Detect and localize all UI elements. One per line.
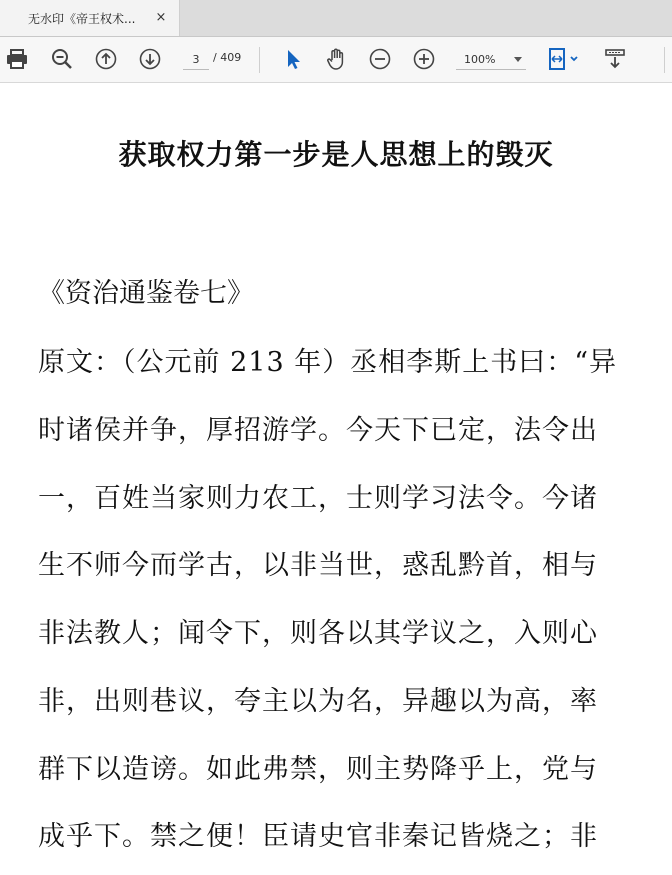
document-subtitle: 《资治通鉴卷七》 xyxy=(38,278,254,309)
zoom-search-button[interactable] xyxy=(48,45,76,73)
zoom-in-icon xyxy=(412,47,436,71)
zoom-in-button[interactable] xyxy=(410,45,438,73)
arrow-down-icon xyxy=(138,47,162,71)
print-icon xyxy=(5,47,29,71)
chevron-down-icon xyxy=(514,57,522,62)
text-line: 时诸侯并争，厚招游学。今天下已定，法令出 xyxy=(38,415,598,446)
zoom-out-icon xyxy=(368,47,392,71)
text-line: 成乎下。禁之便！臣请史官非秦记皆烧之；非 xyxy=(38,821,598,852)
text-line: 原文：（公元前 213 年）丞相李斯上书曰：“异 xyxy=(38,347,618,378)
page-number-input[interactable] xyxy=(183,49,209,70)
zoom-out-button[interactable] xyxy=(366,45,394,73)
select-tool-button[interactable] xyxy=(279,45,307,73)
previous-page-button[interactable] xyxy=(92,45,120,73)
pointer-icon xyxy=(281,47,305,71)
tab-bar xyxy=(0,0,672,37)
scroll-mode-button[interactable] xyxy=(601,45,629,73)
text-line: 非，出则巷议，夸主以为名，异趣以为高，率 xyxy=(38,686,598,717)
hand-icon xyxy=(324,47,348,71)
text-line: 一，百姓当家则力农工，士则学习法令。今诸 xyxy=(38,483,598,514)
toolbar-divider xyxy=(664,47,665,73)
document-page xyxy=(0,83,672,875)
next-page-button[interactable] xyxy=(136,45,164,73)
zoom-search-icon xyxy=(50,47,74,71)
zoom-value: 100% xyxy=(464,52,496,66)
close-tab-button[interactable]: × xyxy=(155,10,167,25)
text-line: 非法教人；闻令下，则各以其学议之，入则心 xyxy=(38,618,598,649)
page-total: / 409 xyxy=(213,51,242,64)
text-line: 生不师今而学古，以非当世，惑乱黔首，相与 xyxy=(38,550,598,581)
toolbar-divider xyxy=(259,47,260,73)
scroll-mode-icon xyxy=(603,47,627,71)
text-line: 群下以造谤。如此弗禁，则主势降乎上，党与 xyxy=(38,754,598,785)
hand-tool-button[interactable] xyxy=(322,45,350,73)
print-button[interactable] xyxy=(3,45,31,73)
toolbar xyxy=(0,37,672,83)
fit-page-icon xyxy=(547,47,581,71)
arrow-up-icon xyxy=(94,47,118,71)
fit-page-button[interactable] xyxy=(546,45,582,73)
tab-title: 无水印《帝王权术... xyxy=(28,11,136,26)
document-title: 获取权力第一步是人思想上的毁灭 xyxy=(118,138,554,171)
document-tab[interactable] xyxy=(0,0,180,36)
zoom-select[interactable] xyxy=(456,49,526,70)
